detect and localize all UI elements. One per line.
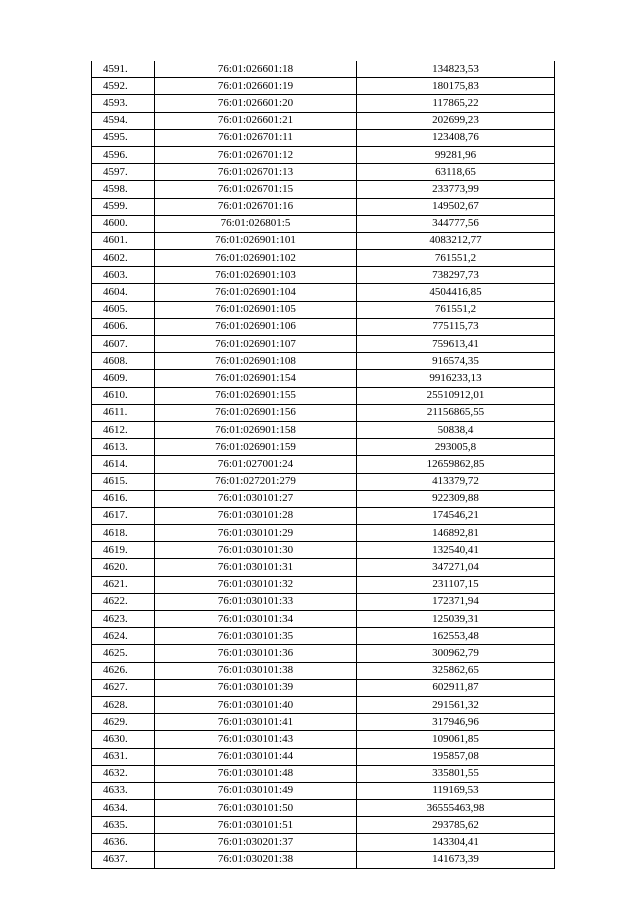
row-number-cell: 4605. [92,301,155,318]
cadastral-number-cell: 76:01:030101:38 [155,662,357,679]
cadastral-value-cell: 233773,99 [357,181,555,198]
cadastral-value-cell: 347271,04 [357,559,555,576]
cadastral-number-cell: 76:01:026901:107 [155,336,357,353]
table-row [92,851,555,868]
row-number-cell: 4623. [92,611,155,628]
cadastral-number-cell: 76:01:026901:105 [155,301,357,318]
cadastral-value-cell: 231107,15 [357,576,555,593]
row-number-cell: 4617. [92,507,155,524]
table-row [92,267,555,284]
row-number-cell: 4604. [92,284,155,301]
cadastral-value-cell: 759613,41 [357,336,555,353]
row-number-cell: 4592. [92,78,155,95]
cadastral-value-cell: 162553,48 [357,628,555,645]
cadastral-number-cell: 76:01:026901:156 [155,404,357,421]
table-row [92,232,555,249]
row-number-cell: 4599. [92,198,155,215]
table-row [92,370,555,387]
cadastral-number-cell: 76:01:026601:18 [155,61,357,78]
row-number-cell: 4602. [92,250,155,267]
row-number-cell: 4631. [92,748,155,765]
table-row [92,628,555,645]
table-row [92,611,555,628]
row-number-cell: 4594. [92,112,155,129]
cadastral-value-cell: 293005,8 [357,439,555,456]
cadastral-value-cell: 922309,88 [357,490,555,507]
cadastral-number-cell: 76:01:030101:44 [155,748,357,765]
cadastral-number-cell: 76:01:026901:155 [155,387,357,404]
table-row [92,95,555,112]
cadastral-number-cell: 76:01:030101:30 [155,542,357,559]
cadastral-number-cell: 76:01:026901:106 [155,318,357,335]
cadastral-number-cell: 76:01:030101:29 [155,525,357,542]
table-row [92,456,555,473]
row-number-cell: 4625. [92,645,155,662]
cadastral-value-cell: 25510912,01 [357,387,555,404]
cadastral-value-cell: 36555463,98 [357,800,555,817]
cadastral-number-cell: 76:01:030201:38 [155,851,357,868]
row-number-cell: 4636. [92,834,155,851]
table-row [92,439,555,456]
cadastral-value-cell: 916574,35 [357,353,555,370]
cadastral-number-cell: 76:01:030101:34 [155,611,357,628]
cadastral-value-cell: 117865,22 [357,95,555,112]
cadastral-number-cell: 76:01:030101:31 [155,559,357,576]
cadastral-value-cell: 602911,87 [357,679,555,696]
row-number-cell: 4621. [92,576,155,593]
cadastral-number-cell: 76:01:030101:41 [155,714,357,731]
table-row [92,507,555,524]
row-number-cell: 4598. [92,181,155,198]
table-row [92,542,555,559]
cadastral-value-cell: 300962,79 [357,645,555,662]
cadastral-number-cell: 76:01:026901:104 [155,284,357,301]
row-number-cell: 4618. [92,525,155,542]
table-row [92,765,555,782]
row-number-cell: 4606. [92,318,155,335]
row-number-cell: 4610. [92,387,155,404]
cadastral-value-cell: 143304,41 [357,834,555,851]
cadastral-value-cell: 141673,39 [357,851,555,868]
table-row [92,782,555,799]
table-row [92,250,555,267]
cadastral-value-cell: 317946,96 [357,714,555,731]
cadastral-number-cell: 76:01:026701:11 [155,129,357,146]
table-row [92,817,555,834]
table-row [92,645,555,662]
cadastral-value-cell: 9916233,13 [357,370,555,387]
cadastral-number-cell: 76:01:030101:28 [155,507,357,524]
cadastral-number-cell: 76:01:026701:16 [155,198,357,215]
cadastral-number-cell: 76:01:026601:19 [155,78,357,95]
row-number-cell: 4632. [92,765,155,782]
cadastral-value-table [91,61,555,869]
cadastral-value-cell: 123408,76 [357,129,555,146]
cadastral-value-cell: 4504416,85 [357,284,555,301]
row-number-cell: 4626. [92,662,155,679]
row-number-cell: 4628. [92,696,155,713]
cadastral-number-cell: 76:01:030101:32 [155,576,357,593]
cadastral-number-cell: 76:01:026901:108 [155,353,357,370]
cadastral-number-cell: 76:01:030101:51 [155,817,357,834]
cadastral-number-cell: 76:01:026601:20 [155,95,357,112]
cadastral-value-cell: 146892,81 [357,525,555,542]
table-row [92,215,555,232]
row-number-cell: 4627. [92,679,155,696]
cadastral-number-cell: 76:01:030101:39 [155,679,357,696]
table-row [92,404,555,421]
table-row [92,353,555,370]
row-number-cell: 4637. [92,851,155,868]
row-number-cell: 4634. [92,800,155,817]
cadastral-number-cell: 76:01:030101:35 [155,628,357,645]
table-row [92,800,555,817]
cadastral-value-cell: 149502,67 [357,198,555,215]
cadastral-number-cell: 76:01:026701:13 [155,164,357,181]
cadastral-number-cell: 76:01:030101:48 [155,765,357,782]
cadastral-value-cell: 413379,72 [357,473,555,490]
table-row [92,473,555,490]
cadastral-number-cell: 76:01:026901:103 [155,267,357,284]
cadastral-number-cell: 76:01:026901:159 [155,439,357,456]
table-row [92,181,555,198]
cadastral-number-cell: 76:01:026901:102 [155,250,357,267]
table-row [92,112,555,129]
row-number-cell: 4611. [92,404,155,421]
table-row [92,336,555,353]
cadastral-value-cell: 761551,2 [357,301,555,318]
table-row [92,748,555,765]
cadastral-value-cell: 775115,73 [357,318,555,335]
cadastral-value-cell: 325862,65 [357,662,555,679]
cadastral-number-cell: 76:01:030101:36 [155,645,357,662]
cadastral-number-cell: 76:01:026701:15 [155,181,357,198]
row-number-cell: 4614. [92,456,155,473]
table-row [92,559,555,576]
row-number-cell: 4597. [92,164,155,181]
cadastral-number-cell: 76:01:030101:50 [155,800,357,817]
cadastral-value-cell: 12659862,85 [357,456,555,473]
cadastral-value-cell: 109061,85 [357,731,555,748]
cadastral-number-cell: 76:01:030101:40 [155,696,357,713]
cadastral-value-cell: 132540,41 [357,542,555,559]
table-row [92,61,555,78]
table-row [92,731,555,748]
row-number-cell: 4619. [92,542,155,559]
cadastral-number-cell: 76:01:027001:24 [155,456,357,473]
row-number-cell: 4615. [92,473,155,490]
row-number-cell: 4624. [92,628,155,645]
row-number-cell: 4616. [92,490,155,507]
table-row [92,662,555,679]
cadastral-value-cell: 4083212,77 [357,232,555,249]
table-row [92,490,555,507]
row-number-cell: 4630. [92,731,155,748]
table-body [92,61,555,868]
row-number-cell: 4635. [92,817,155,834]
table-row [92,198,555,215]
cadastral-value-cell: 180175,83 [357,78,555,95]
cadastral-value-cell: 50838,4 [357,421,555,438]
cadastral-value-cell: 119169,53 [357,782,555,799]
cadastral-number-cell: 76:01:026901:158 [155,421,357,438]
cadastral-value-cell: 21156865,55 [357,404,555,421]
row-number-cell: 4629. [92,714,155,731]
row-number-cell: 4600. [92,215,155,232]
table-row [92,284,555,301]
cadastral-value-cell: 63118,65 [357,164,555,181]
cadastral-number-cell: 76:01:026901:154 [155,370,357,387]
cadastral-value-cell: 761551,2 [357,250,555,267]
row-number-cell: 4591. [92,61,155,78]
cadastral-value-cell: 202699,23 [357,112,555,129]
table-row [92,679,555,696]
row-number-cell: 4607. [92,336,155,353]
cadastral-number-cell: 76:01:030101:27 [155,490,357,507]
row-number-cell: 4613. [92,439,155,456]
row-number-cell: 4633. [92,782,155,799]
row-number-cell: 4620. [92,559,155,576]
table-row [92,696,555,713]
cadastral-number-cell: 76:01:026601:21 [155,112,357,129]
cadastral-value-cell: 174546,21 [357,507,555,524]
cadastral-value-cell: 99281,96 [357,146,555,163]
cadastral-value-cell: 335801,55 [357,765,555,782]
cadastral-value-cell: 125039,31 [357,611,555,628]
table-row [92,318,555,335]
cadastral-number-cell: 76:01:027201:279 [155,473,357,490]
row-number-cell: 4608. [92,353,155,370]
table-row [92,164,555,181]
cadastral-value-cell: 134823,53 [357,61,555,78]
cadastral-number-cell: 76:01:030101:33 [155,593,357,610]
table-row [92,576,555,593]
cadastral-value-cell: 291561,32 [357,696,555,713]
cadastral-number-cell: 76:01:030101:43 [155,731,357,748]
row-number-cell: 4593. [92,95,155,112]
table-row [92,834,555,851]
cadastral-number-cell: 76:01:030201:37 [155,834,357,851]
cadastral-value-cell: 344777,56 [357,215,555,232]
table-row [92,714,555,731]
cadastral-value-cell: 293785,62 [357,817,555,834]
cadastral-number-cell: 76:01:030101:49 [155,782,357,799]
cadastral-number-cell: 76:01:026901:101 [155,232,357,249]
row-number-cell: 4595. [92,129,155,146]
row-number-cell: 4612. [92,421,155,438]
cadastral-value-cell: 738297,73 [357,267,555,284]
cadastral-value-cell: 172371,94 [357,593,555,610]
table-row [92,593,555,610]
row-number-cell: 4601. [92,232,155,249]
row-number-cell: 4596. [92,146,155,163]
table-row [92,78,555,95]
table-row [92,301,555,318]
table-row [92,146,555,163]
cadastral-value-cell: 195857,08 [357,748,555,765]
row-number-cell: 4622. [92,593,155,610]
table-row [92,129,555,146]
table-row [92,387,555,404]
cadastral-number-cell: 76:01:026701:12 [155,146,357,163]
table-row [92,525,555,542]
row-number-cell: 4609. [92,370,155,387]
table-row [92,421,555,438]
cadastral-number-cell: 76:01:026801:5 [155,215,357,232]
row-number-cell: 4603. [92,267,155,284]
